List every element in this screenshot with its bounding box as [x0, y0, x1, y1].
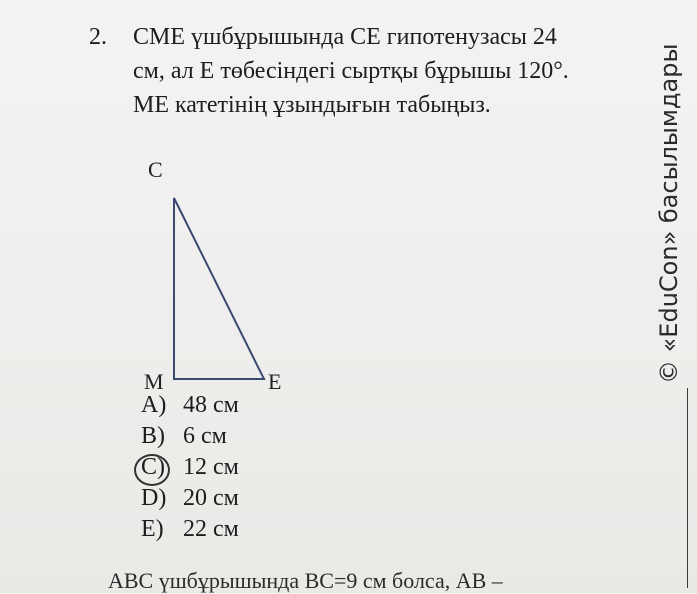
vertex-label-e: E — [268, 369, 282, 394]
option-b[interactable] — [141, 423, 227, 450]
question-line-2: см, ал E төбесіндегі сыртқы бұрышы 120°. — [133, 58, 569, 84]
option-d-value: 20 см — [183, 485, 239, 511]
option-e[interactable] — [141, 516, 239, 543]
question-line-3: ME катетінің ұзындығын табыңыз. — [133, 92, 491, 118]
option-e-letter: E) — [141, 516, 164, 542]
question-number: 2. — [89, 24, 107, 50]
option-b-letter: B) — [141, 423, 165, 449]
option-b-value: 6 см — [183, 423, 227, 449]
option-e-value: 22 см — [183, 516, 239, 542]
option-d-letter: D) — [141, 485, 167, 511]
next-question-partial: ABC үшбұрышында BC=9 см болса, AB – — [108, 568, 503, 593]
option-a-letter: A) — [141, 392, 167, 418]
option-a-value: 48 см — [183, 392, 239, 418]
option-d[interactable] — [141, 485, 239, 512]
option-a[interactable] — [141, 392, 239, 419]
option-c-letter: C) — [141, 454, 165, 480]
vertex-label-m: M — [144, 369, 164, 394]
triangle-cme — [174, 198, 264, 379]
side-divider — [687, 388, 688, 588]
option-c-value: 12 см — [183, 454, 239, 480]
copyright-side-caption: © «EduCon» басылымдары — [655, 43, 683, 384]
question-line-1: CME үшбұрышында CE гипотенузасы 24 — [133, 24, 557, 50]
selected-answer-circle — [134, 454, 170, 486]
vertex-label-c: C — [148, 157, 163, 182]
